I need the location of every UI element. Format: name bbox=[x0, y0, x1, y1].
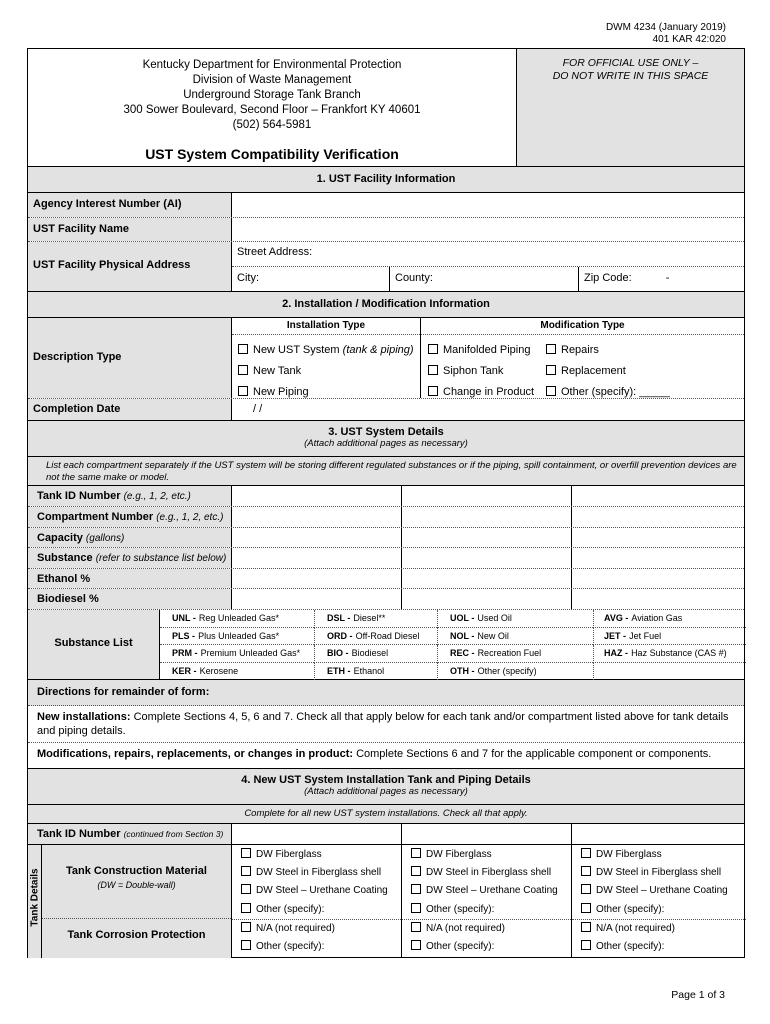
detail-input-col1[interactable] bbox=[231, 507, 401, 527]
tank-id-col1[interactable] bbox=[231, 824, 401, 844]
checkbox[interactable] bbox=[411, 848, 421, 858]
tank-option-label: DW Steel – Urethane Coating bbox=[426, 885, 558, 896]
tank-option-label: N/A (not required) bbox=[256, 923, 335, 934]
tank-id-row-s4 bbox=[28, 824, 744, 845]
completion-date-input[interactable] bbox=[231, 399, 744, 420]
checkbox[interactable] bbox=[241, 922, 251, 932]
checkbox[interactable] bbox=[546, 386, 556, 396]
tank-option-label: DW Steel in Fiberglass shell bbox=[256, 867, 382, 878]
substance-name: Recreation Fuel bbox=[477, 648, 542, 658]
directions-new-lead: New installations: bbox=[37, 711, 131, 723]
substance-code: BIO - bbox=[327, 648, 349, 658]
tank-option-label: Other (specify): bbox=[426, 941, 495, 952]
substance-item bbox=[160, 628, 314, 646]
form-id bbox=[606, 22, 726, 46]
tank-option[interactable] bbox=[581, 848, 662, 860]
repairs-option[interactable] bbox=[546, 340, 670, 361]
address-fields bbox=[231, 242, 744, 291]
manifolded-piping-option[interactable] bbox=[428, 340, 546, 361]
checkbox[interactable] bbox=[546, 344, 556, 354]
ai-row bbox=[28, 193, 744, 218]
replacement-option[interactable] bbox=[546, 361, 670, 382]
construction-label: Tank Construction Material bbox=[66, 865, 207, 877]
tank-option-label: DW Steel – Urethane Coating bbox=[596, 885, 728, 896]
substance-item bbox=[593, 663, 746, 681]
form-title: UST System Compatibility Verification bbox=[145, 146, 399, 162]
county-label: County: bbox=[395, 272, 433, 284]
tank-option[interactable] bbox=[581, 884, 728, 896]
tank-option[interactable] bbox=[411, 940, 494, 952]
tank-option-label: DW Fiberglass bbox=[596, 849, 662, 860]
detail-label-note: (e.g., 1, 2, etc.) bbox=[156, 512, 224, 523]
tank-option[interactable] bbox=[581, 903, 664, 915]
substance-item bbox=[593, 628, 746, 646]
detail-input-col3[interactable] bbox=[571, 569, 746, 588]
tank-option[interactable] bbox=[411, 866, 551, 878]
detail-input-col3[interactable] bbox=[571, 548, 746, 568]
address-label: UST Facility Physical Address bbox=[28, 242, 231, 291]
siphon-tank-option[interactable] bbox=[428, 361, 546, 382]
checkbox[interactable] bbox=[241, 903, 251, 913]
checkbox[interactable] bbox=[238, 344, 248, 354]
tank-option[interactable] bbox=[241, 884, 388, 896]
checkbox[interactable] bbox=[546, 365, 556, 375]
substance-code: PLS - bbox=[172, 630, 196, 641]
checkbox[interactable] bbox=[428, 386, 438, 396]
section2-header bbox=[28, 292, 744, 318]
checkbox[interactable] bbox=[411, 884, 421, 894]
section1-title: 1. UST Facility Information bbox=[316, 173, 456, 185]
replacement-label: Replacement bbox=[561, 365, 626, 377]
detail-label-note: (gallons) bbox=[85, 533, 125, 544]
checkbox[interactable] bbox=[581, 848, 591, 858]
detail-input-col1[interactable] bbox=[231, 528, 401, 547]
substance-grid bbox=[159, 610, 744, 679]
directions-new-text: Complete Sections 4, 5, 6 and 7. Check all that apply below for each tank and/or compartment listed above for tank details and piping details. bbox=[37, 711, 729, 737]
substance-name: Jet Fuel bbox=[629, 630, 662, 641]
kar-reference: 401 KAR 42:020 bbox=[652, 34, 726, 45]
tank-option-label: Other (specify): bbox=[596, 941, 665, 952]
section4-header bbox=[28, 769, 744, 805]
tank-id-label-text: Tank ID Number bbox=[37, 828, 121, 840]
substance-code: UNL - bbox=[172, 613, 196, 623]
checkbox[interactable] bbox=[241, 848, 251, 858]
detail-label-note: (refer to substance list below) bbox=[95, 553, 227, 564]
substance-name: Kerosene bbox=[199, 665, 239, 676]
substance-item bbox=[160, 645, 314, 663]
section1-header bbox=[28, 167, 744, 193]
substance-item bbox=[160, 663, 314, 681]
substance-code: REC - bbox=[450, 648, 475, 658]
install-header: Installation Type bbox=[232, 318, 420, 335]
substance-code: JET - bbox=[604, 630, 627, 641]
form-body bbox=[27, 48, 745, 958]
street-label: Street Address: bbox=[237, 246, 313, 258]
zip-field[interactable] bbox=[578, 267, 744, 291]
completion-date-value: / / bbox=[253, 403, 263, 415]
tank-option-label: Other (specify): bbox=[256, 904, 325, 915]
tank-option[interactable] bbox=[411, 903, 494, 915]
substance-item bbox=[437, 610, 593, 628]
detail-row-label bbox=[28, 528, 231, 547]
checkbox[interactable] bbox=[411, 922, 421, 932]
section4-subtitle: (Attach additional pages as necessary) bbox=[304, 786, 468, 797]
facility-name-input[interactable] bbox=[231, 218, 744, 241]
detail-label-text: Substance bbox=[37, 552, 93, 564]
substance-item bbox=[314, 645, 437, 663]
substance-name: New Oil bbox=[477, 630, 509, 641]
detail-input-col2[interactable] bbox=[401, 548, 571, 568]
checkbox[interactable] bbox=[581, 922, 591, 932]
directions-mod-lead: Modifications, repairs, replacements, or changes in product: bbox=[37, 748, 354, 760]
substance-name: Haz Substance (CAS #) bbox=[631, 648, 727, 658]
detail-input-col1[interactable] bbox=[231, 548, 401, 568]
detail-label-text: Capacity bbox=[37, 532, 83, 544]
new-piping-label: New Piping bbox=[253, 386, 309, 398]
tank-option-label: DW Steel in Fiberglass shell bbox=[596, 867, 722, 878]
substance-item bbox=[314, 610, 437, 628]
facility-name-label: UST Facility Name bbox=[28, 218, 231, 241]
substance-list-label: Substance List bbox=[28, 610, 159, 679]
substance-item bbox=[160, 610, 314, 628]
detail-row bbox=[28, 507, 744, 528]
detail-input-col2[interactable] bbox=[401, 486, 571, 506]
tank-option-label: DW Fiberglass bbox=[256, 849, 322, 860]
section3-subtitle: (Attach additional pages as necessary) bbox=[304, 438, 468, 449]
zip-dash: - bbox=[665, 272, 670, 284]
description-label: Description Type bbox=[28, 318, 231, 398]
construction-note: (DW = Double-wall) bbox=[97, 880, 176, 890]
detail-row-label bbox=[28, 569, 231, 588]
detail-input-col3[interactable] bbox=[571, 589, 746, 609]
checkbox[interactable] bbox=[428, 344, 438, 354]
detail-input-col1[interactable] bbox=[231, 569, 401, 588]
completion-label: Completion Date bbox=[28, 399, 231, 420]
tank-option[interactable] bbox=[411, 848, 492, 860]
form-number: DWM 4234 (January 2019) bbox=[605, 22, 726, 33]
agency-info bbox=[28, 49, 516, 166]
new-ust-system-note: (tank & piping) bbox=[342, 344, 414, 356]
official-use-box bbox=[516, 49, 744, 166]
detail-input-col2[interactable] bbox=[401, 507, 571, 527]
substance-code: ETH - bbox=[327, 665, 351, 676]
tank-option[interactable] bbox=[241, 922, 335, 934]
tank-option[interactable] bbox=[581, 940, 664, 952]
checkbox[interactable] bbox=[411, 866, 421, 876]
substance-item bbox=[593, 645, 746, 663]
section3-header bbox=[28, 421, 744, 457]
detail-row bbox=[28, 589, 744, 610]
manifolded-piping-label: Manifolded Piping bbox=[443, 344, 531, 356]
change-in-product-label: Change in Product bbox=[443, 386, 535, 398]
checkbox[interactable] bbox=[581, 866, 591, 876]
checkbox[interactable] bbox=[581, 903, 591, 913]
section2-title: 2. Installation / Modification Information bbox=[282, 298, 490, 310]
substance-code: PRM - bbox=[172, 648, 198, 658]
checkbox[interactable] bbox=[581, 884, 591, 894]
tank-option-label: N/A (not required) bbox=[596, 923, 675, 934]
checkbox[interactable] bbox=[238, 365, 248, 375]
ai-label: Agency Interest Number (AI) bbox=[28, 193, 231, 217]
detail-label-text: Biodiesel % bbox=[37, 593, 99, 605]
substance-code: UOL - bbox=[450, 613, 475, 623]
tank-option[interactable] bbox=[581, 922, 675, 934]
detail-input-col2[interactable] bbox=[401, 528, 571, 547]
other-specify-label: Other (specify): _____ bbox=[561, 386, 670, 398]
tank-details bbox=[28, 845, 744, 958]
substance-name: Other (specify) bbox=[477, 665, 537, 676]
detail-label-text: Ethanol % bbox=[37, 573, 91, 585]
city-label: City: bbox=[237, 272, 259, 284]
repairs-label: Repairs bbox=[561, 344, 599, 356]
detail-row bbox=[28, 548, 744, 569]
tank-option-label: Other (specify): bbox=[426, 904, 495, 915]
detail-row-label bbox=[28, 486, 231, 506]
tank-option-label: Other (specify): bbox=[256, 941, 325, 952]
tank-column-1 bbox=[231, 845, 401, 958]
detail-input-col3[interactable] bbox=[571, 486, 746, 506]
detail-row-label bbox=[28, 507, 231, 527]
modification-type bbox=[420, 318, 744, 398]
tank-option[interactable] bbox=[241, 903, 324, 915]
detail-row-label bbox=[28, 548, 231, 568]
checkbox[interactable] bbox=[241, 884, 251, 894]
substance-code: KER - bbox=[172, 665, 197, 676]
tank-option[interactable] bbox=[411, 884, 558, 896]
checkbox[interactable] bbox=[581, 940, 591, 950]
tank-option[interactable] bbox=[241, 866, 381, 878]
tank-id-label-s4 bbox=[28, 824, 231, 844]
new-ust-system-label: New UST System bbox=[253, 344, 340, 356]
substance-item bbox=[314, 628, 437, 646]
tank-column-3 bbox=[571, 845, 746, 958]
agency-header bbox=[28, 49, 744, 167]
detail-input-col3[interactable] bbox=[571, 528, 746, 547]
section4-instructions: Complete for all new UST system installations. Check all that apply. bbox=[28, 805, 744, 824]
checkbox[interactable] bbox=[411, 940, 421, 950]
detail-input-col1[interactable] bbox=[231, 589, 401, 609]
section3-instructions: List each compartment separately if the UST system will be storing different regulated substances or if the piping, spill containment, or overfill prevention devices are not the same make or model. bbox=[28, 457, 744, 486]
detail-row bbox=[28, 528, 744, 548]
detail-input-col2[interactable] bbox=[401, 589, 571, 609]
substance-code: DSL - bbox=[327, 613, 351, 623]
substance-name: Plus Unleaded Gas* bbox=[198, 630, 280, 641]
tank-option-label: DW Fiberglass bbox=[426, 849, 492, 860]
city-field[interactable] bbox=[232, 267, 389, 291]
divider bbox=[232, 919, 401, 920]
agency-line3: Underground Storage Tank Branch bbox=[183, 89, 361, 101]
tank-id-col3[interactable] bbox=[571, 824, 744, 844]
new-tank-label: New Tank bbox=[253, 365, 302, 377]
tank-id-col2[interactable] bbox=[401, 824, 571, 844]
substance-code: HAZ - bbox=[604, 648, 628, 658]
completion-row bbox=[28, 399, 744, 421]
checkbox[interactable] bbox=[241, 940, 251, 950]
directions-title: Directions for remainder of form: bbox=[28, 680, 744, 706]
detail-input-col2[interactable] bbox=[401, 569, 571, 588]
tank-option-label: Other (specify): bbox=[596, 904, 665, 915]
street-field[interactable] bbox=[232, 242, 744, 267]
substance-item bbox=[593, 610, 746, 628]
substance-name: Premium Unleaded Gas* bbox=[200, 648, 301, 658]
checkbox[interactable] bbox=[238, 386, 248, 396]
detail-label-text: Tank ID Number bbox=[37, 490, 121, 502]
substance-name: Diesel** bbox=[353, 613, 386, 623]
substance-code: NOL - bbox=[450, 630, 475, 641]
section4-title: 4. New UST System Installation Tank and Piping Details bbox=[241, 774, 531, 786]
new-ust-system-option[interactable] bbox=[238, 340, 420, 361]
construction-cell bbox=[42, 845, 231, 919]
detail-row bbox=[28, 569, 744, 589]
substance-code: OTH - bbox=[450, 665, 475, 676]
zip-label: Zip Code: bbox=[584, 272, 632, 284]
tank-option-label: N/A (not required) bbox=[426, 923, 505, 934]
tank-option-label: DW Steel in Fiberglass shell bbox=[426, 867, 552, 878]
tank-option[interactable] bbox=[581, 866, 721, 878]
substance-name: Aviation Gas bbox=[631, 613, 683, 623]
tank-option[interactable] bbox=[241, 940, 324, 952]
tank-id-note: (continued from Section 3) bbox=[123, 829, 224, 839]
directions-mod-text: Complete Sections 6 and 7 for the applicable component or components. bbox=[353, 748, 712, 760]
directions-mod bbox=[28, 743, 744, 769]
tank-option-label: DW Steel – Urethane Coating bbox=[256, 885, 388, 896]
modify-header: Modification Type bbox=[421, 318, 744, 335]
substance-name: Reg Unleaded Gas* bbox=[198, 613, 279, 623]
description-row bbox=[28, 318, 744, 399]
tank-details-side-label: Tank Details bbox=[29, 868, 41, 927]
agency-line5: (502) 564-5981 bbox=[232, 119, 312, 131]
detail-label-note: (e.g., 1, 2, etc.) bbox=[123, 491, 191, 502]
substance-name: Biodiesel bbox=[351, 648, 389, 658]
agency-line4: 300 Sower Boulevard, Second Floor – Frankfort KY 40601 bbox=[123, 104, 421, 116]
tank-details-side bbox=[28, 845, 42, 958]
substance-code: AVG - bbox=[604, 613, 629, 623]
page-number: Page 1 of 3 bbox=[671, 989, 725, 1001]
substance-item bbox=[437, 645, 593, 663]
substance-list bbox=[28, 610, 744, 680]
corrosion-label: Tank Corrosion Protection bbox=[67, 929, 206, 941]
agency-line1: Kentucky Department for Environmental Protection bbox=[142, 59, 402, 71]
detail-row-label bbox=[28, 589, 231, 609]
detail-input-col1[interactable] bbox=[231, 486, 401, 506]
substance-name: Ethanol bbox=[353, 665, 385, 676]
directions-new bbox=[28, 706, 744, 743]
ai-input[interactable] bbox=[231, 193, 744, 217]
siphon-tank-label: Siphon Tank bbox=[443, 365, 504, 377]
tank-details-labels bbox=[42, 845, 231, 958]
substance-name: Off-Road Diesel bbox=[355, 630, 420, 641]
substance-name: Used Oil bbox=[477, 613, 512, 623]
detail-label-text: Compartment Number bbox=[37, 511, 154, 523]
checkbox[interactable] bbox=[428, 365, 438, 375]
address-row bbox=[28, 242, 744, 292]
detail-input-col3[interactable] bbox=[571, 507, 746, 527]
new-tank-option[interactable] bbox=[238, 361, 420, 382]
checkbox[interactable] bbox=[411, 903, 421, 913]
tank-column-2 bbox=[401, 845, 571, 958]
tank-option[interactable] bbox=[411, 922, 505, 934]
checkbox[interactable] bbox=[241, 866, 251, 876]
facility-name-row bbox=[28, 218, 744, 242]
official-line1: FOR OFFICIAL USE ONLY – bbox=[562, 57, 699, 69]
substance-code: ORD - bbox=[327, 630, 353, 641]
detail-row bbox=[28, 486, 744, 507]
section3-title: 3. UST System Details bbox=[328, 426, 444, 438]
county-field[interactable] bbox=[389, 267, 578, 291]
divider bbox=[572, 919, 746, 920]
installation-type bbox=[231, 318, 420, 398]
substance-item bbox=[314, 663, 437, 681]
official-line2: DO NOT WRITE IN THIS SPACE bbox=[552, 70, 709, 82]
substance-item bbox=[437, 628, 593, 646]
substance-item bbox=[437, 663, 593, 681]
tank-option[interactable] bbox=[241, 848, 322, 860]
agency-line2: Division of Waste Management bbox=[192, 74, 352, 86]
divider bbox=[402, 919, 571, 920]
